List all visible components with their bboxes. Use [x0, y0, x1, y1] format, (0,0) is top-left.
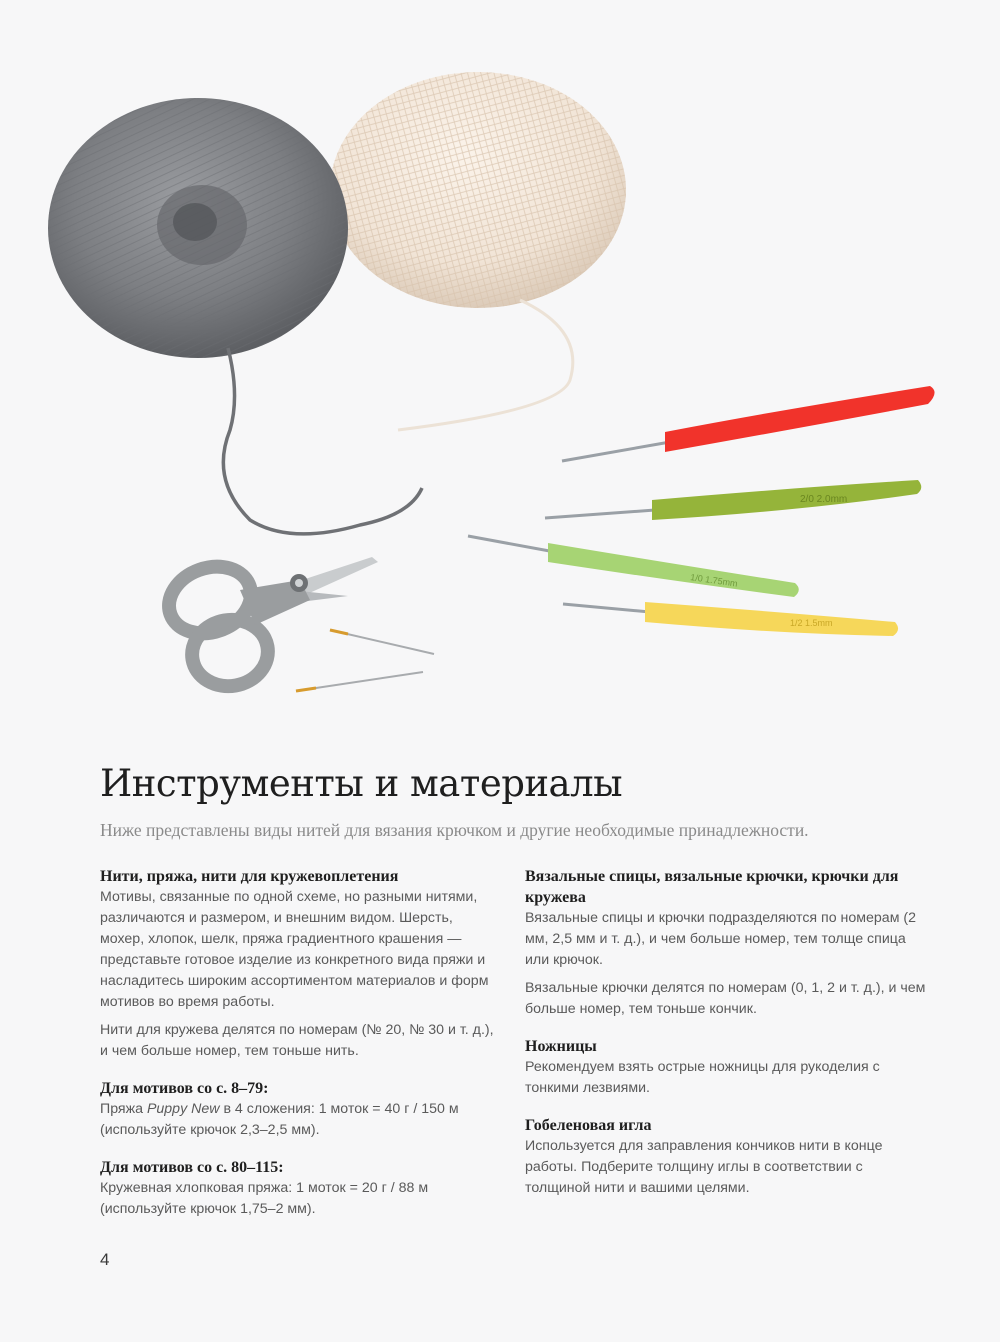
- page-subtitle: Ниже представлены виды нитей для вязания крючком и другие необходимые принадлежности.: [100, 820, 809, 840]
- section-tapestry-needle-heading: Гобеленовая игла: [525, 1117, 652, 1134]
- section-yarn: [100, 866, 500, 1062]
- green-hook-label: 2/0 2.0mm: [800, 494, 848, 505]
- section-motifs-80-115-text: Кружевная хлопковая пряжа: 1 моток = 20 г / 88 м (используйте крючок 1,75–2 мм).: [100, 1180, 429, 1217]
- section-needles-hooks-text-2: Вязальные крючки делятся по номерам (0, 1, 2 и т. д.), и чем больше номер, тем тоньше кончик.: [525, 980, 926, 1017]
- section-scissors-heading: Ножницы: [525, 1038, 597, 1055]
- yarn-post-text: в 4 сложения: 1 моток = 40 г / 150 м (используйте крючок 2,3–2,5 мм).: [100, 1101, 459, 1138]
- section-needles-hooks-text-1: Вязальные спицы и крючки подразделяются по номерам (2 мм, 2,5 мм и т. д.), и чем больше номер, тем толще спица или крючок.: [525, 910, 917, 968]
- section-motifs-8-79-text: [100, 1099, 500, 1141]
- gray-yarn-ball: [48, 98, 348, 358]
- light-green-crochet-hook: [468, 536, 799, 597]
- scissors: [160, 556, 378, 693]
- red-crochet-hook: [562, 386, 935, 461]
- yarn-pre-text: Пряжа: [100, 1101, 147, 1117]
- section-tapestry-needle-text: Используется для заправления кончиков нити в конце работы. Подберите толщину иглы в соответствии с толщиной нити и вашими целями.: [525, 1138, 883, 1196]
- page-title: Инструменты и материалы: [100, 762, 623, 805]
- tapestry-needles: [296, 630, 434, 691]
- section-motifs-80-115: [100, 1157, 500, 1220]
- yellow-hook-label: 1/2 1.5mm: [790, 618, 833, 628]
- section-needles-hooks-heading: Вязальные спицы, вязальные крючки, крючки для кружева: [525, 868, 899, 906]
- light-green-hook-label: 1/0 1.75mm: [689, 572, 739, 589]
- left-column: [100, 866, 500, 1236]
- section-scissors-text: Рекомендуем взять острые ножницы для рукоделия с тонкими лезвиями.: [525, 1059, 880, 1096]
- section-motifs-8-79: [100, 1078, 500, 1141]
- green-crochet-hook: [545, 480, 921, 520]
- cream-thread-tail: [398, 300, 573, 430]
- page-number: 4: [100, 1250, 110, 1269]
- section-yarn-heading: Нити, пряжа, нити для кружевоплетения: [100, 868, 399, 885]
- cream-thread-ball: [330, 72, 626, 308]
- section-motifs-8-79-heading: Для мотивов со с. 8–79:: [100, 1080, 269, 1097]
- section-yarn-text-1: Мотивы, связанные по одной схеме, но разными нитями, различаются и размером, и внешним видом. Шерсть, мохер, хлопок, шелк, пряжа градиентного крашения — представьте готовое изделие из конкретного вида пряжи и насладитесь широким ассортиментом материалов и форм мотивов во время работы.: [100, 889, 489, 1010]
- section-motifs-80-115-heading: Для мотивов со с. 80–115:: [100, 1159, 284, 1176]
- gray-yarn-tail: [223, 348, 422, 534]
- section-tapestry-needle: [525, 1115, 930, 1199]
- right-column: [525, 866, 930, 1215]
- yellow-crochet-hook: [563, 602, 898, 636]
- yarn-brand: Puppy New: [146, 1101, 220, 1117]
- section-scissors: [525, 1036, 930, 1099]
- section-needles-hooks: [525, 866, 930, 1020]
- section-yarn-text-2: Нити для кружева делятся по номерам (№ 20, № 30 и т. д.), и чем больше номер, тем тоньше нить.: [100, 1022, 494, 1059]
